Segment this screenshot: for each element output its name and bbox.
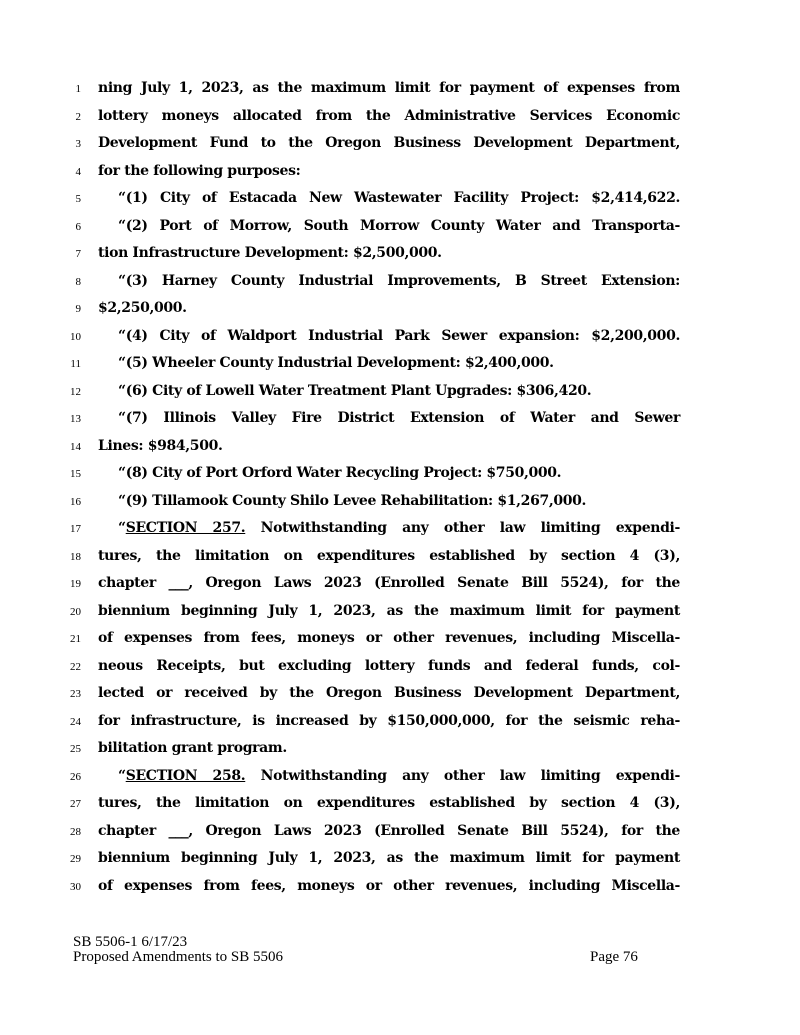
page-number: Page 76 xyxy=(590,949,638,965)
section-text: Notwithstanding any other law limiting expendi- xyxy=(245,767,680,784)
line-number: 26 xyxy=(70,770,81,783)
text-line xyxy=(0,380,800,408)
line-number: 17 xyxy=(70,523,81,535)
text-line xyxy=(0,572,800,600)
line-number: 13 xyxy=(70,413,81,425)
line-number: 14 xyxy=(70,440,81,453)
text-line xyxy=(0,682,800,710)
text-line xyxy=(0,517,800,545)
line-number: 20 xyxy=(70,605,81,618)
quote-mark: “ xyxy=(118,520,126,536)
text-line xyxy=(0,352,800,380)
line-text: chapter ___, Oregon Laws 2023 (Enrolled Senate Bill 5524), for the xyxy=(98,822,680,839)
line-number: 24 xyxy=(70,715,81,728)
line-text: of expenses from fees, moneys or other revenues, including Miscella- xyxy=(98,630,680,646)
text-line xyxy=(0,105,800,133)
line-number: 1 xyxy=(75,83,81,95)
footer-description: Proposed Amendments to SB 5506 xyxy=(73,949,284,965)
text-line xyxy=(0,847,800,875)
section-text: Notwithstanding any other law limiting expendi- xyxy=(245,520,680,536)
text-line xyxy=(0,270,800,298)
line-text: tures, the limitation on expenditures established by section 4 (3), xyxy=(98,795,680,811)
line-number: 10 xyxy=(70,330,81,343)
text-line xyxy=(0,875,800,903)
line-text: “(1) City of Estacada New Wastewater Facility Project: $2,414,622. xyxy=(118,190,680,206)
line-text xyxy=(98,765,680,787)
line-number: 6 xyxy=(75,220,81,233)
line-text: “(4) City of Waldport Industrial Park Sewer expansion: $2,200,000. xyxy=(118,327,680,344)
line-text: lected or received by the Oregon Business Development Department, xyxy=(98,685,680,701)
line-text: biennium beginning July 1, 2023, as the maximum limit for payment xyxy=(98,850,680,866)
text-line xyxy=(0,215,800,243)
line-text: chapter ___, Oregon Laws 2023 (Enrolled Senate Bill 5524), for the xyxy=(98,575,680,591)
line-number: 27 xyxy=(70,798,81,810)
line-number: 23 xyxy=(70,688,81,700)
text-line xyxy=(0,132,800,160)
line-text: neous Receipts, but excluding lottery funds and federal funds, col- xyxy=(98,657,680,674)
text-line xyxy=(0,242,800,270)
line-number: 3 xyxy=(75,138,81,150)
line-text: Lines: $984,500. xyxy=(98,437,223,454)
line-text xyxy=(98,517,680,539)
text-line xyxy=(0,655,800,683)
text-line xyxy=(0,737,800,765)
text-line xyxy=(0,407,800,435)
line-number: 19 xyxy=(70,578,81,590)
line-text: “(2) Port of Morrow, South Morrow County Water and Transporta- xyxy=(118,217,680,234)
line-number: 18 xyxy=(70,550,81,563)
text-line xyxy=(0,187,800,215)
line-number: 28 xyxy=(70,825,81,838)
line-number: 5 xyxy=(75,193,81,205)
text-line xyxy=(0,600,800,628)
line-text: “(3) Harney County Industrial Improvements, B Street Extension: xyxy=(118,272,680,289)
text-line xyxy=(0,627,800,655)
line-number: 22 xyxy=(70,660,81,673)
bill-text-body xyxy=(0,77,800,902)
quote-mark: “ xyxy=(118,767,126,784)
footer-bill-id: SB 5506-1 6/17/23 xyxy=(73,934,188,950)
footer-description-row xyxy=(73,950,653,965)
section-heading: SECTION 257. xyxy=(125,520,246,536)
line-number: 21 xyxy=(70,633,81,645)
line-number: 4 xyxy=(75,165,81,178)
text-line xyxy=(0,545,800,573)
line-text: for the following purposes: xyxy=(98,162,301,179)
section-heading: SECTION 258. xyxy=(125,767,246,784)
text-line xyxy=(0,77,800,105)
text-line xyxy=(0,297,800,325)
text-line xyxy=(0,820,800,848)
line-text: for infrastructure, is increased by $150,000,000, for the seismic reha- xyxy=(98,712,680,729)
line-number: 15 xyxy=(70,468,81,480)
line-number: 29 xyxy=(70,853,81,865)
line-number: 25 xyxy=(70,743,81,755)
text-line xyxy=(0,462,800,490)
line-number: 9 xyxy=(75,303,81,315)
line-number: 2 xyxy=(75,110,81,123)
text-line xyxy=(0,792,800,820)
page-footer xyxy=(73,935,653,965)
line-text: “(7) Illinois Valley Fire District Extension of Water and Sewer xyxy=(118,410,680,426)
line-number: 11 xyxy=(70,358,81,370)
line-number: 7 xyxy=(75,248,81,260)
line-text: “(9) Tillamook County Shilo Levee Rehabilitation: $1,267,000. xyxy=(118,492,587,509)
line-text: $2,250,000. xyxy=(98,300,187,316)
line-text: lottery moneys allocated from the Administrative Services Economic xyxy=(98,107,680,124)
line-number: 12 xyxy=(70,385,81,398)
line-text: bilitation grant program. xyxy=(98,740,287,756)
text-line xyxy=(0,765,800,793)
line-number: 16 xyxy=(70,495,81,508)
line-number: 30 xyxy=(70,880,81,893)
text-line xyxy=(0,325,800,353)
line-text: Development Fund to the Oregon Business Development Department, xyxy=(98,135,680,151)
line-number: 8 xyxy=(75,275,81,288)
line-text: “(5) Wheeler County Industrial Development: $2,400,000. xyxy=(118,355,554,371)
text-line xyxy=(0,490,800,518)
line-text: tion Infrastructure Development: $2,500,000. xyxy=(98,245,442,261)
text-line xyxy=(0,160,800,188)
line-text: of expenses from fees, moneys or other revenues, including Miscella- xyxy=(98,877,680,894)
line-text: “(8) City of Port Orford Water Recycling Project: $750,000. xyxy=(118,465,562,481)
text-line xyxy=(0,435,800,463)
text-line xyxy=(0,710,800,738)
line-text: biennium beginning July 1, 2023, as the maximum limit for payment xyxy=(98,602,680,619)
line-text: tures, the limitation on expenditures established by section 4 (3), xyxy=(98,547,680,564)
line-text: “(6) City of Lowell Water Treatment Plant Upgrades: $306,420. xyxy=(118,382,592,399)
line-text: ning July 1, 2023, as the maximum limit for payment of expenses from xyxy=(98,80,680,96)
